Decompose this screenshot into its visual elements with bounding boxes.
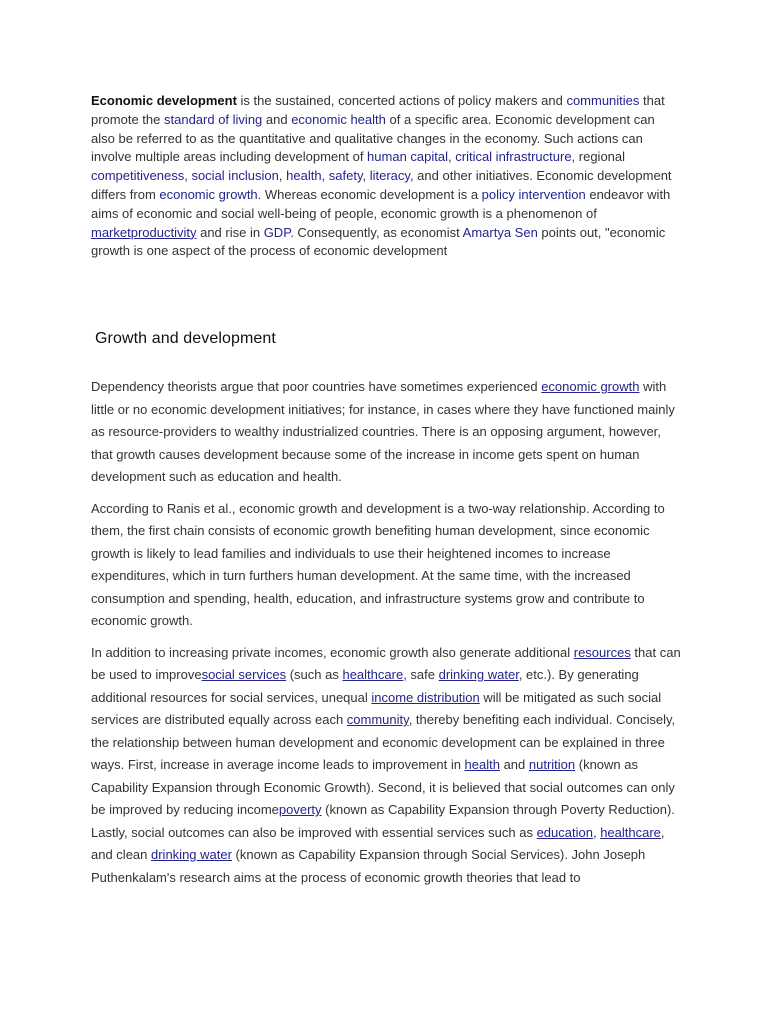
text-span: Dependency theorists argue that poor countries have sometimes experienced xyxy=(91,379,542,394)
text-span: endeavor with aims of economic and social well-being of people, economic growth is a phenomenon of xyxy=(91,186,671,221)
intro-paragraph xyxy=(91,92,676,261)
keyword-economic-health[interactable]: economic health xyxy=(291,111,386,127)
link-education[interactable]: education xyxy=(536,824,593,840)
text-span: (such as xyxy=(286,667,343,682)
keyword-health[interactable]: health xyxy=(286,168,322,184)
text-span: In addition to increasing private incomes, economic growth also generate additional xyxy=(91,644,574,660)
link-resources[interactable]: resources xyxy=(573,644,631,660)
link-healthcare-2[interactable]: healthcare xyxy=(600,824,661,840)
text-span: , xyxy=(592,824,601,840)
link-drinking-water-2[interactable]: drinking water xyxy=(151,847,232,862)
text-span: , xyxy=(362,168,370,184)
link-economic-growth[interactable]: economic growth xyxy=(541,379,640,394)
text-span: will be mitigated as such social services are distributed equally across each xyxy=(91,689,662,727)
keyword-social-inclusion[interactable]: social inclusion xyxy=(191,168,279,184)
keyword-standard-of-living[interactable]: standard of living xyxy=(164,111,263,127)
keyword-economic-growth[interactable]: economic growth xyxy=(159,186,258,202)
text-span: , regional xyxy=(571,149,626,165)
link-community[interactable]: community xyxy=(346,712,409,727)
text-span: of a specific area. Economic development can also be referred to as the quantitative and qualitative changes in the economy. Such actions can involve multiple areas including development of xyxy=(91,111,655,165)
keyword-human-capital[interactable]: human capital xyxy=(367,149,448,165)
text-span: that promote the xyxy=(91,93,665,127)
link-income-distribution[interactable]: income distribution xyxy=(371,689,480,705)
keyword-competitiveness[interactable]: competitiveness xyxy=(91,168,185,184)
text-span: is the sustained, concerted actions of policy makers and xyxy=(236,93,567,108)
text-span: (known as Capability Expansion through Economic Growth). Second, it is believed that social outcomes can only be improved by reducing income xyxy=(91,757,675,817)
paragraph-ranis: According to Ranis et al., economic growth and development is a two-way relationship. According to them, the first chain consists of economic growth benefiting human development, since economic growth is likely to lead families and individuals to use their heightened incomes to increase expenditures, which in turn furthers human development. At the same time, with the increased consumption and spending, health, education, and infrastructure systems grow and contribute to economic growth. xyxy=(91,500,665,628)
text-span: , xyxy=(321,168,329,184)
paragraph-dependency-theorists xyxy=(91,376,681,489)
text-span: that can be used to improve xyxy=(91,644,681,682)
link-healthcare[interactable]: healthcare xyxy=(342,667,404,682)
link-marketproductivity[interactable]: marketproductivity xyxy=(91,224,197,240)
text-span: and xyxy=(262,111,292,127)
keyword-communities[interactable]: communities xyxy=(566,93,640,108)
keyword-gdp[interactable]: GDP xyxy=(263,224,291,240)
text-span: , and clean xyxy=(91,824,665,862)
keyword-amartya-sen[interactable]: Amartya Sen xyxy=(462,224,538,240)
text-span: , etc.). By generating additional resources for social services, unequal xyxy=(91,667,639,705)
text-span: . Consequently, as economist xyxy=(290,224,463,240)
text-span: points out, "economic growth is one aspect of the process of economic development xyxy=(91,224,666,259)
text-span: , xyxy=(448,149,456,165)
text-span: (known as Capability Expansion through Social Services). John Joseph Puthenkalam's research aims at the process of economic growth theories that lead to xyxy=(91,847,646,885)
text-span: , xyxy=(184,168,192,184)
keyword-safety[interactable]: safety xyxy=(328,168,363,184)
text-span: , safe xyxy=(403,667,439,682)
text-span: , xyxy=(278,168,287,184)
section-heading: Growth and development xyxy=(95,330,276,347)
text-span: , thereby benefiting each individual. Concisely, the relationship between human development and economic development can be explained in three ways. First, increase in average income leads to improvement in xyxy=(91,712,676,772)
keyword-critical-infrastructure[interactable]: critical infrastructure xyxy=(455,149,572,165)
text-span: and rise in xyxy=(196,224,264,240)
text-span: . Whereas economic development is a xyxy=(257,186,482,202)
keyword-policy-intervention[interactable]: policy intervention xyxy=(481,186,586,202)
text-span: , and other initiatives. Economic development differs from xyxy=(91,168,672,202)
text-span: with little or no economic development initiatives; for instance, in cases where they have functioned mainly as resource-providers to wealthy industrialized countries. There is an opposing argument, however, that growth causes development because some of the increase in income gets spent on human development such as education and health. xyxy=(91,379,675,484)
paragraph-private-incomes xyxy=(91,642,681,890)
text-span: (known as Capability Expansion through Poverty Reduction). Lastly, social outcomes can also be improved with essential services such as xyxy=(91,802,675,840)
link-health[interactable]: health xyxy=(464,757,500,772)
link-poverty[interactable]: poverty xyxy=(278,802,322,817)
link-drinking-water[interactable]: drinking water xyxy=(438,667,519,682)
section-body xyxy=(91,376,681,898)
keyword-literacy[interactable]: literacy xyxy=(369,168,410,184)
term-economic-development: Economic development xyxy=(91,93,237,108)
link-social-services[interactable]: social services xyxy=(201,667,287,682)
text-span: and xyxy=(499,757,529,772)
link-nutrition[interactable]: nutrition xyxy=(528,757,576,772)
